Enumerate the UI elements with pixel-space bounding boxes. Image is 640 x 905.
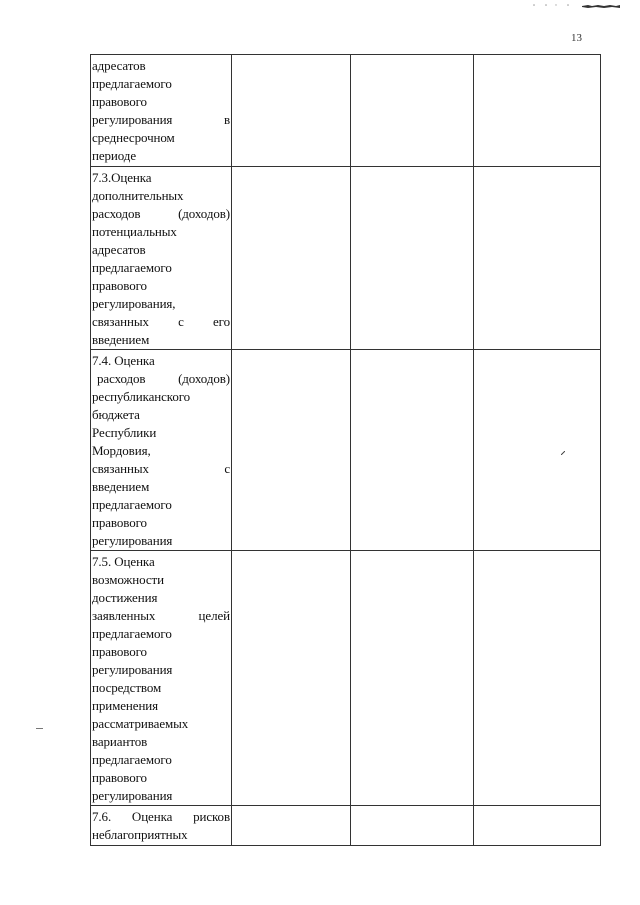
label-line: правового: [92, 770, 147, 785]
label-line: адресатов: [92, 58, 146, 73]
label-word: связанных: [92, 314, 149, 329]
row-value-cell: [232, 551, 351, 806]
label-word: (доходов): [178, 371, 230, 386]
label-line: дополнительных: [92, 188, 184, 203]
label-line: применения: [92, 698, 159, 713]
scan-artifact-dots: [532, 3, 576, 7]
margin-tick-mark: [36, 728, 43, 729]
label-line: республиканского: [92, 389, 191, 404]
label-line: бюджета: [92, 407, 140, 422]
label-line: 7.3.Оценка: [92, 170, 152, 185]
label-word: связанных: [92, 461, 149, 476]
label-line: вариантов: [92, 734, 148, 749]
label-line: Республики: [92, 425, 157, 440]
label-line: регулирования: [92, 662, 173, 677]
label-word: (доходов): [178, 206, 230, 221]
label-line: 7.5. Оценка: [92, 554, 155, 569]
label-word: с: [224, 461, 230, 476]
label-line: потенциальных: [92, 224, 177, 239]
row-label-cell: [91, 167, 232, 350]
label-word: 7.6.: [92, 809, 112, 824]
label-word: его: [213, 314, 230, 329]
row-value-cell: [351, 350, 474, 551]
scan-artifact-mark: [582, 3, 620, 9]
label-line: правового: [92, 278, 147, 293]
table-row: [91, 551, 601, 806]
row-value-cell: [474, 55, 601, 167]
row-value-cell: [232, 167, 351, 350]
label-line: правового: [92, 644, 147, 659]
label-line: достижения: [92, 590, 158, 605]
label-line: рассматриваемых: [92, 716, 189, 731]
row-value-cell: [474, 167, 601, 350]
label-line: введением: [92, 332, 150, 347]
label-line: адресатов: [92, 242, 146, 257]
label-word: в: [223, 112, 230, 127]
label-line: [92, 607, 230, 625]
row-value-cell: [232, 350, 351, 551]
label-line: правового: [92, 94, 147, 109]
label-line: Мордовия,: [92, 443, 151, 458]
label-word: с: [178, 314, 184, 329]
label-line: среднесрочном: [92, 130, 175, 145]
row-label-cell: [91, 551, 232, 806]
label-word: рисков: [193, 809, 230, 824]
page-number: 13: [571, 32, 582, 44]
label-line: [92, 313, 230, 331]
label-line: предлагаемого: [92, 752, 172, 767]
row-value-cell: [474, 806, 601, 846]
label-word: заявленных: [92, 608, 156, 623]
label-line: предлагаемого: [92, 497, 172, 512]
label-line: 7.4. Оценка: [92, 353, 155, 368]
row-label-cell: [91, 55, 232, 167]
row-value-cell: [351, 167, 474, 350]
row-label-cell: [91, 806, 232, 846]
label-line: правового: [92, 515, 147, 530]
row-value-cell: [351, 551, 474, 806]
label-line: регулирования,: [92, 296, 176, 311]
label-line: возможности: [92, 572, 164, 587]
row-value-cell: [474, 350, 601, 551]
label-line: [92, 111, 230, 129]
label-word: регулирования: [92, 112, 173, 127]
assessment-table-body: [91, 55, 601, 846]
label-line: регулирования: [92, 788, 173, 803]
label-line: предлагаемого: [92, 626, 172, 641]
row-value-cell: [232, 55, 351, 167]
label-word: расходов: [92, 206, 141, 221]
table-row: [91, 806, 601, 846]
row-value-cell: [351, 806, 474, 846]
label-line: [92, 808, 230, 826]
label-word: расходов: [97, 371, 146, 386]
label-line: [92, 460, 230, 478]
label-line: неблагоприятных: [92, 827, 188, 842]
label-line: [92, 370, 230, 388]
label-line: предлагаемого: [92, 76, 172, 91]
label-line: введением: [92, 479, 150, 494]
label-line: периоде: [92, 148, 136, 163]
label-word: целей: [198, 608, 230, 623]
label-word: Оценка: [131, 809, 173, 824]
label-line: регулирования: [92, 533, 173, 548]
label-line: предлагаемого: [92, 260, 172, 275]
table-row: [91, 55, 601, 167]
assessment-table: [90, 54, 601, 846]
table-row: [91, 350, 601, 551]
table-row: [91, 167, 601, 350]
row-value-cell: [351, 55, 474, 167]
row-label-cell: [91, 350, 232, 551]
label-line: посредством: [92, 680, 162, 695]
row-value-cell: [474, 551, 601, 806]
row-value-cell: [232, 806, 351, 846]
label-line: [92, 205, 230, 223]
